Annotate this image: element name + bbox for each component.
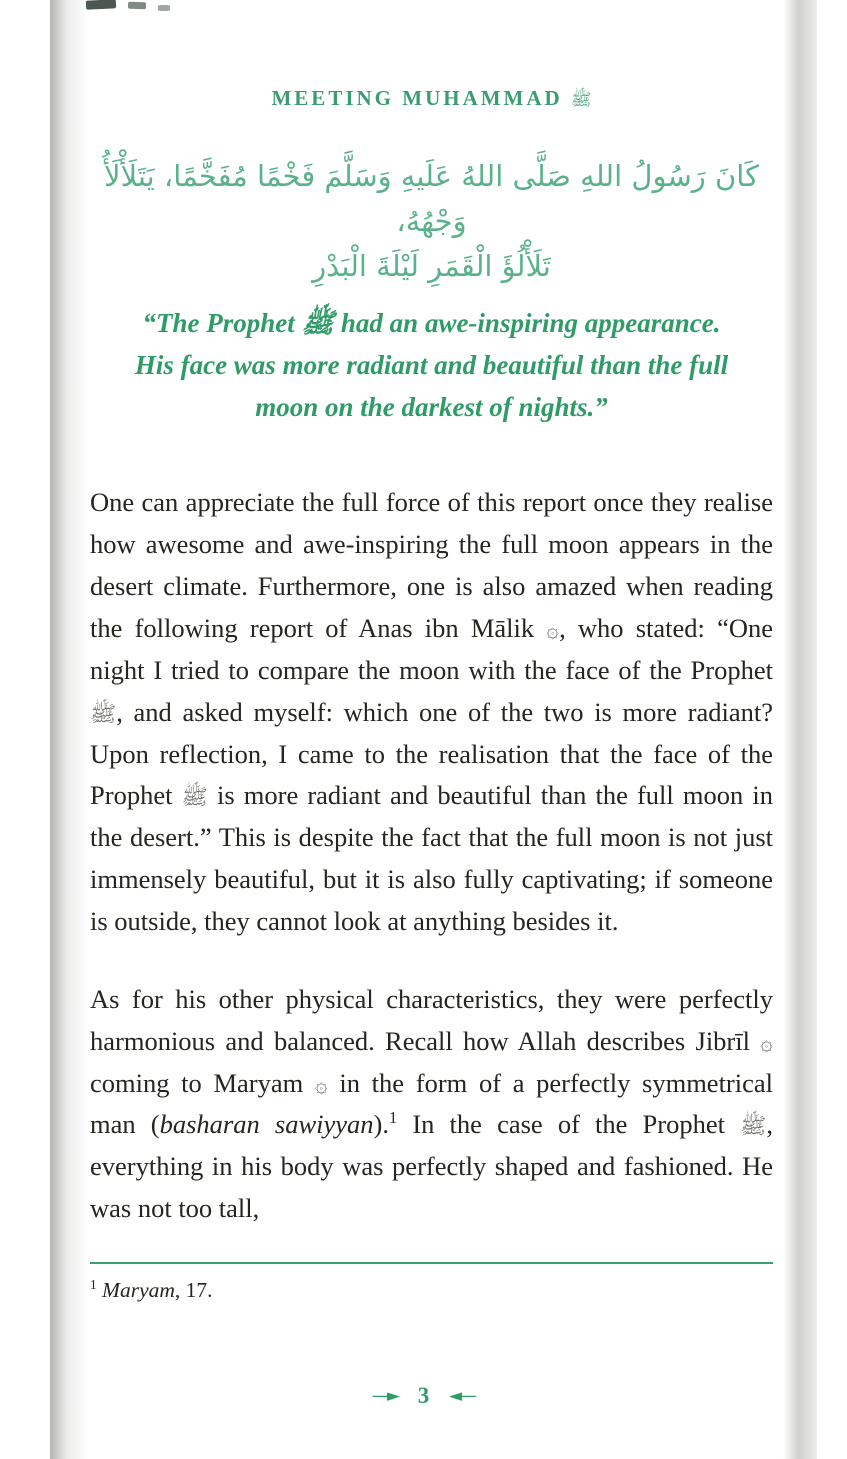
english-translation-quote: “The Prophet ﷺ had an awe-inspiring appearance. His face was more radiant and beautiful than the full moon on the darkest of nights.”	[134, 307, 729, 422]
body-paragraph: As for his other physical characteristics, they were perfectly harmonious and balanced. Recall how Allah describes Jibrīl ۞ coming to Maryam ۞ in the form of a perfectly symmetrical man (basharan sawiyyan).$^1$ In the case of the Prophet ﷺ, everything in his body was perfectly shaped and fashioned. He was not too tall,	[90, 983, 774, 1224]
arrow-left-ornament-icon: ◄—	[449, 1386, 476, 1406]
arrow-right-ornament-icon: —►	[371, 1386, 398, 1406]
salawat-symbol-icon: ﷺ	[570, 90, 592, 110]
footnote: $^1$ Maryam, 17.	[90, 1276, 213, 1302]
running-header	[90, 86, 773, 114]
body-paragraph: One can appreciate the full force of this report once they realise how awesome and awe-inspiring the full moon appears in the desert climate. Furthermore, one is also amazed when reading the following report of Anas ibn Mālik ۞, who stated: “One night I tried to compare the moon with the face of the Prophet ﷺ, and asked myself: which one of the two is more radiant? Upon reflection, I came to the realisation that the face of the Prophet ﷺ is more radiant and beautiful than the full moon in the desert.” This is despite the fact that the full moon is not just immensely beautiful, but it is also fully captivating; if someone is outside, they cannot look at anything besides it.	[90, 487, 774, 936]
page-footer	[0, 1383, 847, 1409]
footnote-divider	[90, 1262, 773, 1264]
arabic-hadith-text: كَانَ رَسُولُ اللهِ صَلَّى اللهُ عَلَيهِ وَسَلَّمَ فَخْمًا مُفَخَّمًا، يَتَلَأْلَأُ وَجْهُهُ، تَلَأْلُؤَ الْقَمَرِ لَيْلَةَ الْبَدْرِ	[104, 159, 759, 283]
book-title: MEETING MUHAMMAD	[271, 86, 563, 110]
page-number: 3	[417, 1383, 430, 1408]
